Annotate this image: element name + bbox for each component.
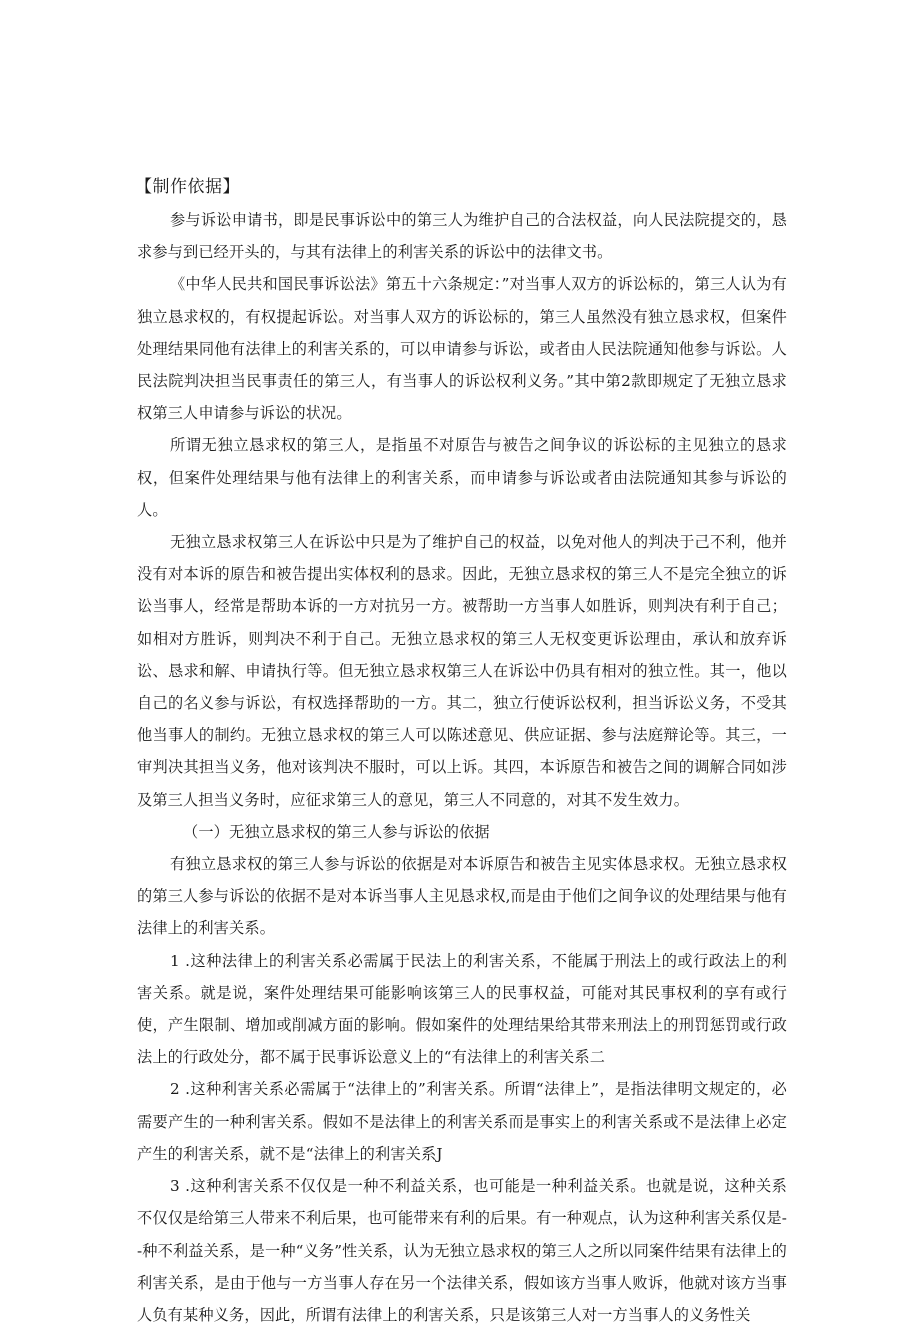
list-item-1: 1 .这种法律上的利害关系必需属于民法上的利害关系，不能属于刑法上的或行政法上的利害关系。就是说，案件处理结果可能影响该第三人的民事权益，可能对其民事权利的享有或行使，产生限制、增加或削减方面的影响。假如案件的处理结果给其带来刑法上的刑罚惩罚或行政法上的行政处分，都不属于民事诉讼意义上的“有法律上的利害关系二 xyxy=(137,951,787,1067)
paragraph-definition: 参与诉讼申请书，即是民事诉讼中的第三人为维护自己的合法权益，向人民法院提交的，恳求参与到已经开头的，与其有法律上的利害关系的诉讼中的法律文书。 xyxy=(137,211,787,262)
list-item-3: 3 .这种利害关系不仅仅是一种不利益关系，也可能是一种利益关系。也就是说，这种关系不仅仅是给第三人带来不利后果，也可能带来有利的后果。有一种观点，认为这种利害关系仅是--种不利益关系，是一种“义务”性关系，认为无独立恳求权的第三人之所以同案件结果有法律上的利害关系，是由于他与一方当事人存在另一个法律关系，假如该方当事人败诉，他就对该方当事人负有某种义务，因此，所谓有法律上的利害关系，只是该第三人对一方当事人的义务性关 xyxy=(137,1177,787,1324)
paragraph-basis: 有独立恳求权的第三人参与诉讼的依据是对本诉原告和被告主见实体恳求权。无独立恳求权的第三人参与诉讼的依据不是对本诉当事人主见恳求权,而是由于他们之间争议的处理结果与他有法律上的利害关系。 xyxy=(137,855,787,938)
document-body xyxy=(137,174,787,1331)
section-heading: 【制作依据】 xyxy=(135,177,240,197)
paragraph-third-party-status: 无独立恳求权第三人在诉讼中只是为了维护自己的权益，以免对他人的判决于己不利，他并没有对本诉的原告和被告提出实体权利的恳求。因此，无独立恳求权的第三人不是完全独立的诉讼当事人，经常是帮助本诉的一方对抗另一方。被帮助一方当事人如胜诉，则判决有利于自己；如相对方胜诉，则判决不利于自己。无独立恳求权的第三人无权变更诉讼理由，承认和放弃诉讼、恳求和解、申请执行等。但无独立恳求权第三人在诉讼中仍具有相对的独立性。其一，他以自己的名义参与诉讼，有权选择帮助的一方。其二，独立行使诉讼权利，担当诉讼义务，不受其他当事人的制约。无独立恳求权的第三人可以陈述意见、供应证据、参与法庭辩论等。其三，一审判决其担当义务，他对该判决不服时，可以上诉。其四，本诉原告和被告之间的调解合同如涉及第三人担当义务时，应征求第三人的意见，第三人不同意的，对其不发生效力。 xyxy=(137,533,787,809)
paragraph-third-party-definition: 所谓无独立恳求权的第三人，是指虽不对原告与被告之间争议的诉讼标的主见独立的恳求权，但案件处理结果与他有法律上的利害关系，而申请参与诉讼或者由法院通知其参与诉讼的人。 xyxy=(137,436,787,519)
list-item-2: 2 .这种利害关系必需属于“法律上的”利害关系。所谓“法律上”，是指法律明文规定的，必需要产生的一种利害关系。假如不是法律上的利害关系而是事实上的利害关系或不是法律上必定产生的利害关系，就不是“法律上的利害关系J xyxy=(137,1080,787,1163)
paragraph-law-citation: 《中华人民共和国民事诉讼法》第五十六条规定：”对当事人双方的诉讼标的，第三人认为有独立恳求权的，有权提起诉讼。对当事人双方的诉讼标的，第三人虽然没有独立恳求权，但案件处理结果同他有法律上的利害关系的，可以申请参与诉讼，或者由人民法院通知他参与诉讼。人民法院判决担当民事责任的第三人，有当事人的诉讼权利义务。”其中第2款即规定了无独立恳求权第三人申请参与诉讼的状况。 xyxy=(137,275,787,423)
subsection-heading: （一）无独立恳求权的第三人参与诉讼的依据 xyxy=(183,822,490,841)
